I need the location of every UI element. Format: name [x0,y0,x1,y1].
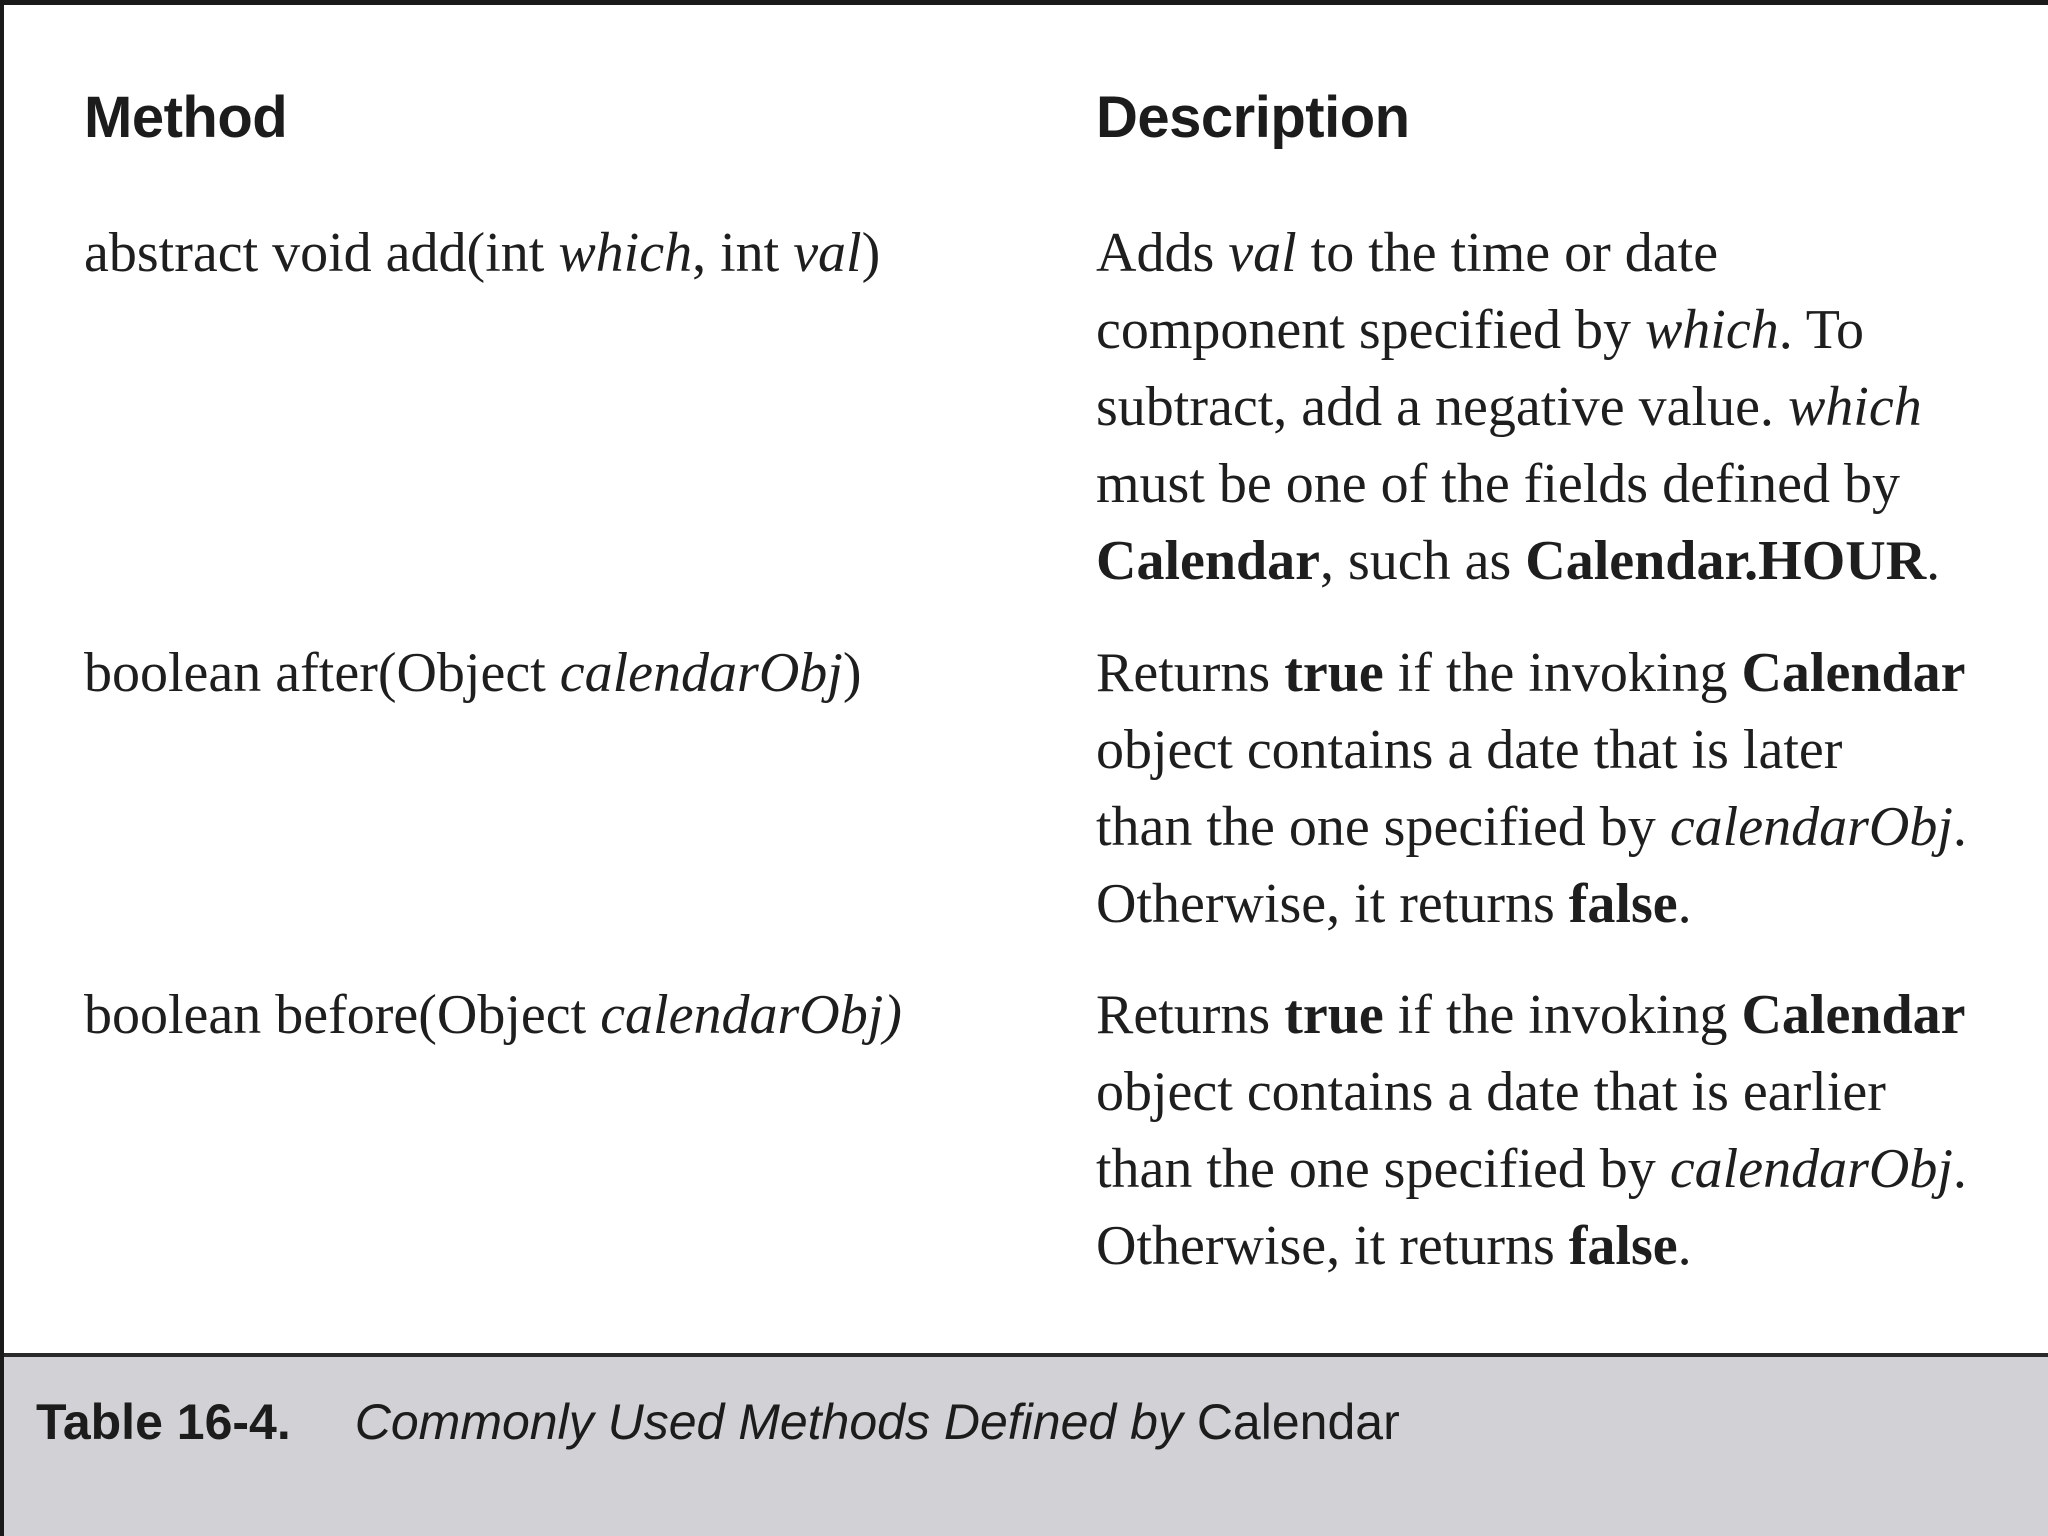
table-caption [36,1394,1400,1450]
description-text: than the one specified by [1096,796,1670,858]
description-keyword: Calendar.HOUR [1525,530,1927,592]
description-text: Returns [1096,984,1285,1046]
methods-table [4,5,2048,1353]
description-text: . [1677,1215,1692,1277]
description-text: . [1952,796,1967,858]
description-param: calendarObj [1669,796,1953,858]
description-line [1096,1208,2026,1285]
description-text: component specified by [1096,299,1645,361]
description-line [1096,523,2026,600]
method-description-after [1096,635,2026,943]
description-line [1096,789,2026,866]
description-param: val [1228,222,1297,284]
description-keyword: Calendar [1741,642,1966,704]
description-text: . [1677,873,1692,935]
description-text: Adds [1096,222,1229,284]
description-text: . [1952,1138,1967,1200]
description-line [1096,446,2026,523]
column-header-method: Method [84,85,288,150]
description-keyword: true [1284,984,1384,1046]
description-text: if the invoking [1383,984,1742,1046]
description-keyword: false [1568,873,1678,935]
description-text: Otherwise, it returns [1096,1215,1569,1277]
description-line [1096,292,2026,369]
column-header-description: Description [1096,85,1410,150]
caption-label: Table 16-4. [36,1394,291,1450]
description-keyword: Calendar [1741,984,1966,1046]
description-keyword: false [1568,1215,1678,1277]
description-line [1096,369,2026,446]
method-text: boolean before(Object [84,984,601,1046]
description-line [1096,1131,2026,1208]
description-keyword: true [1284,642,1384,704]
method-param: val [793,222,862,284]
description-line [1096,977,2026,1054]
description-param: calendarObj [1669,1138,1953,1200]
method-text: ) [842,642,862,704]
table-caption-bar [4,1353,2048,1536]
description-text: . [1926,530,1941,592]
description-text: object contains a date that is earlier [1096,1061,1886,1123]
description-keyword: Calendar [1096,530,1320,592]
description-text: Returns [1096,642,1285,704]
description-text: subtract, add a negative value. [1096,376,1788,438]
method-param: calendarObj [559,642,843,704]
method-param: calendarObj) [600,984,902,1046]
method-param: which [558,222,693,284]
method-description-before [1096,977,2026,1285]
method-signature-after [84,635,1044,712]
description-line [1096,635,2026,712]
method-text: boolean after(Object [84,642,560,704]
description-text: than the one specified by [1096,1138,1670,1200]
method-signature-add [84,215,1044,292]
method-text: abstract void add(int [84,222,559,284]
description-text: , such as [1320,530,1526,592]
caption-subject: Calendar [1196,1394,1400,1450]
description-line [1096,866,2026,943]
description-text: Otherwise, it returns [1096,873,1569,935]
description-text: object contains a date that is later [1096,719,1843,781]
method-signature-before [84,977,1044,1054]
description-text: . To [1778,299,1865,361]
description-line [1096,1054,2026,1131]
description-line [1096,712,2026,789]
caption-title: Commonly Used Methods Defined by [354,1394,1183,1450]
description-text: to the time or date [1296,222,1719,284]
description-param: which [1787,376,1922,438]
method-text: , int [692,222,794,284]
method-text: ) [861,222,881,284]
description-text: must be one of the fields defined by [1096,453,1901,515]
description-text: if the invoking [1383,642,1742,704]
method-description-add [1096,215,2026,600]
description-param: which [1644,299,1779,361]
description-line [1096,215,2026,292]
